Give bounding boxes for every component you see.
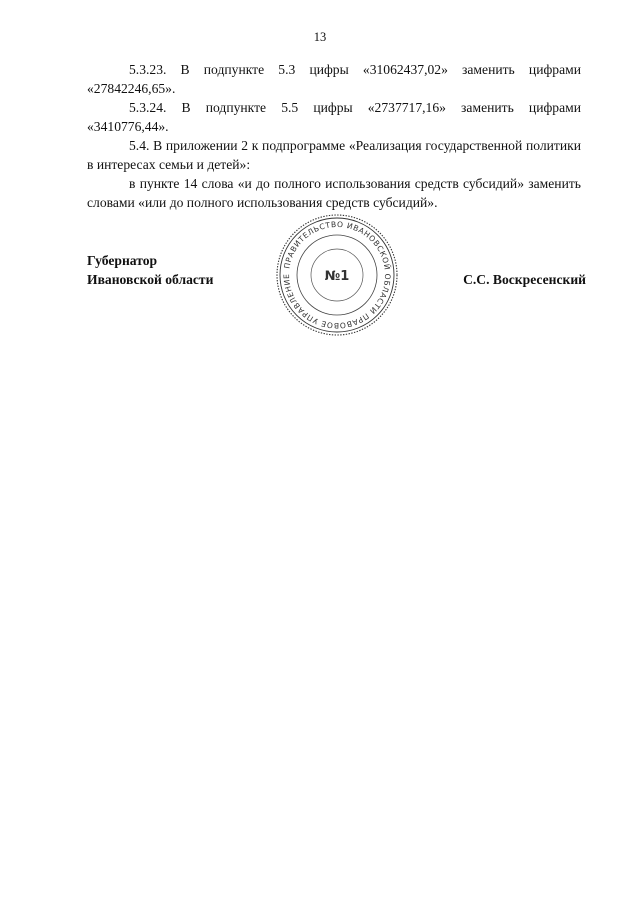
- paragraph-5-3-23: 5.3.23. В подпункте 5.3 цифры «31062437,02» заменить цифрами «27842246,65».: [87, 62, 581, 96]
- stamp-ring-text: ПРАВИТЕЛЬСТВО ИВАНОВСКОЙ ОБЛАСТИ ПРАВОВОЕ УПРАВЛЕНИЕ: [281, 219, 393, 331]
- signature-title: [87, 251, 213, 289]
- signature-title-line2: Ивановской области: [87, 272, 214, 287]
- signer-name: С.С. Воскресенский: [463, 272, 586, 287]
- signature-title-line1: Губернатор: [87, 253, 158, 268]
- page-number: 13: [313, 30, 327, 44]
- document-body: [87, 60, 581, 212]
- official-stamp: [275, 213, 399, 337]
- paragraph-item-14: в пункте 14 слова «и до полного использования средств субсидий» заменить словами «или до полного использования средств субсидий».: [87, 176, 581, 210]
- paragraph-5-3-24: 5.3.24. В подпункте 5.5 цифры «2737717,16» заменить цифрами «3410776,44».: [87, 100, 581, 134]
- paragraph-5-4: 5.4. В приложении 2 к подпрограмме «Реализация государственной политики в интересах семьи и детей»:: [87, 138, 581, 172]
- stamp-number: №1: [324, 269, 350, 284]
- stamp-seal-icon: [275, 213, 399, 337]
